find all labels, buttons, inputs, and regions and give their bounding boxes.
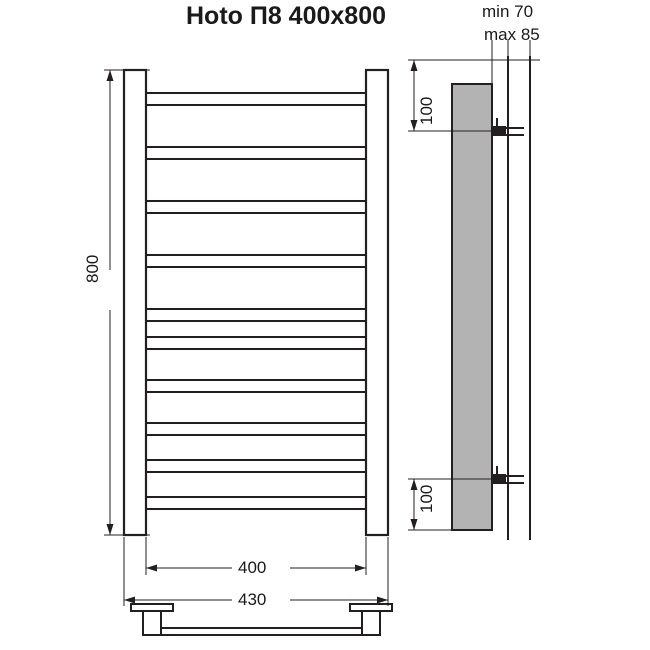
arrow-down (107, 524, 114, 535)
rung (146, 460, 366, 472)
rung (146, 380, 366, 392)
left-bracket-stem (143, 611, 161, 635)
label-min-distance: min 70 (482, 2, 534, 21)
arrow-down (411, 519, 418, 530)
left-vertical-tube (124, 70, 146, 535)
right-vertical-tube (366, 70, 388, 535)
label-height: 800 (83, 254, 102, 283)
left-bracket-plate (131, 604, 173, 611)
rung (146, 201, 366, 213)
rung (146, 255, 366, 267)
arrow-up (411, 479, 418, 490)
label-bracket-top: 100 (417, 96, 436, 125)
dimension-width-inner (146, 537, 366, 575)
arrow-down (411, 120, 418, 131)
plan-view-brackets (131, 604, 392, 635)
arrow-left (146, 565, 157, 572)
arrow-up (411, 60, 418, 71)
dimension-height (104, 70, 150, 535)
front-view (124, 70, 388, 535)
right-bracket-stem (362, 611, 380, 635)
right-bracket-plate (350, 604, 392, 611)
rung (146, 423, 366, 435)
label-max-distance: max 85 (484, 25, 540, 44)
label-width-inner: 400 (238, 558, 267, 577)
arrow-right (377, 597, 388, 604)
arrow-left (124, 597, 135, 604)
label-width-outer: 430 (238, 590, 267, 609)
rung (146, 309, 366, 321)
dimension-width-outer (124, 537, 388, 606)
side-panel-body (452, 84, 492, 530)
page-title: Ноtо П8 400x800 (186, 2, 387, 30)
rung (146, 147, 366, 159)
min-max-leaders (432, 40, 540, 90)
label-bracket-bottom: 100 (417, 484, 436, 513)
rung (146, 497, 366, 509)
arrow-right (355, 565, 366, 572)
arrow-up (107, 70, 114, 81)
side-view (408, 40, 540, 540)
rung (146, 337, 366, 349)
rung (146, 93, 366, 105)
